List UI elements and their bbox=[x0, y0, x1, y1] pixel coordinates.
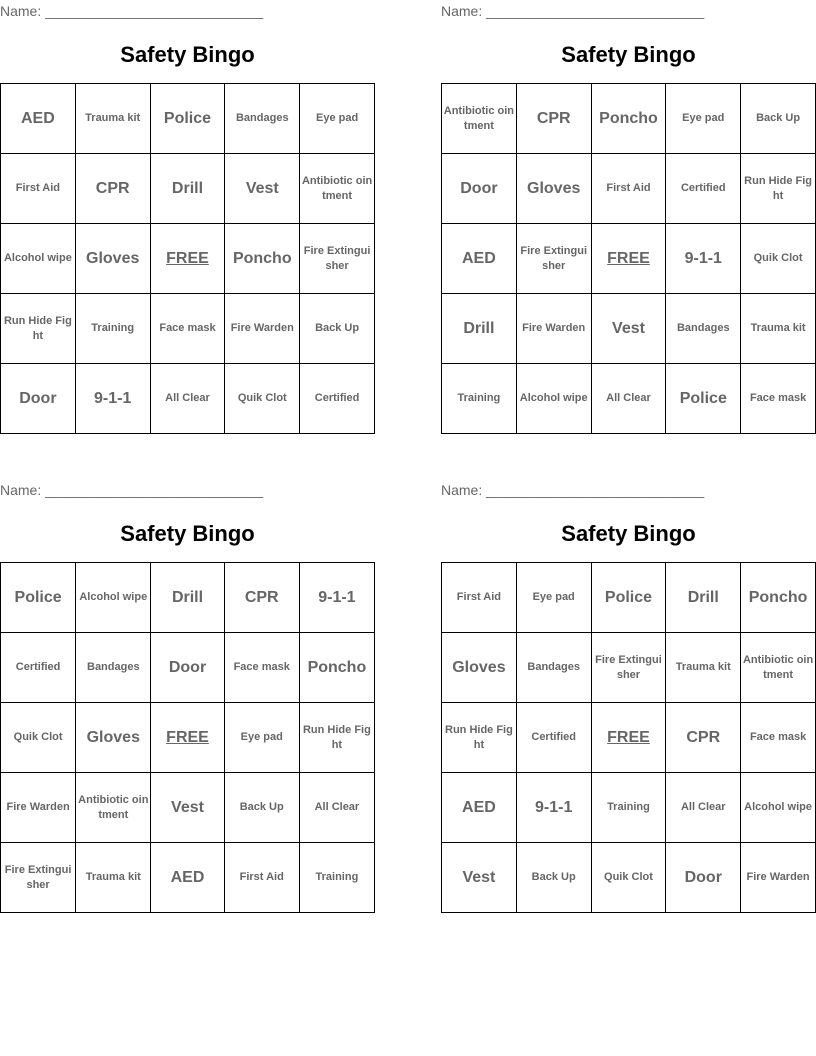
bingo-cell: CPR bbox=[224, 563, 299, 633]
bingo-cell: 9-1-1 bbox=[516, 773, 591, 843]
bingo-cell: All Clear bbox=[591, 364, 666, 434]
bingo-cell: Door bbox=[151, 633, 224, 703]
card-title: Safety Bingo bbox=[561, 42, 696, 67]
bingo-cell: Vest bbox=[151, 773, 224, 843]
bingo-cell: Alcohol wipe bbox=[516, 364, 591, 434]
bingo-cell: 9-1-1 bbox=[75, 364, 150, 434]
bingo-row bbox=[1, 294, 375, 364]
bingo-cell: Eye pad bbox=[224, 703, 299, 773]
bingo-cell: Alcohol wipe bbox=[1, 224, 76, 294]
bingo-cell: Training bbox=[75, 294, 150, 364]
card-title: Safety Bingo bbox=[120, 42, 255, 67]
bingo-cell: Door bbox=[666, 843, 741, 913]
bingo-cell: Training bbox=[299, 843, 374, 913]
bingo-cell: Run Hide Fight bbox=[1, 294, 76, 364]
bingo-cell: 9-1-1 bbox=[299, 563, 374, 633]
bingo-cell: Certified bbox=[1, 633, 76, 703]
bingo-row bbox=[1, 154, 375, 224]
bingo-row bbox=[442, 224, 816, 294]
bingo-cell-free: FREE bbox=[591, 224, 666, 294]
bingo-row bbox=[442, 563, 816, 633]
bingo-cell: Run Hide Fight bbox=[299, 703, 374, 773]
bingo-cell: Drill bbox=[151, 563, 224, 633]
bingo-cell: Fire Warden bbox=[225, 294, 300, 364]
bingo-row bbox=[442, 154, 816, 224]
bingo-cell: AED bbox=[442, 773, 517, 843]
bingo-row bbox=[442, 294, 816, 364]
bingo-cell: Certified bbox=[516, 703, 591, 773]
bingo-cell: AED bbox=[1, 84, 76, 154]
bingo-cell-free: FREE bbox=[591, 703, 666, 773]
bingo-cell: Police bbox=[1, 563, 76, 633]
bingo-cell: Fire Extinguisher bbox=[1, 843, 76, 913]
bingo-cell: Antibiotic ointment bbox=[442, 84, 517, 154]
bingo-cell: Training bbox=[442, 364, 517, 434]
bingo-row bbox=[442, 773, 816, 843]
bingo-cell: First Aid bbox=[591, 154, 666, 224]
card-title: Safety Bingo bbox=[120, 521, 255, 546]
bingo-cell: Face mask bbox=[150, 294, 225, 364]
bingo-cell: CPR bbox=[75, 154, 150, 224]
bingo-row bbox=[1, 563, 375, 633]
bingo-cell: AED bbox=[151, 843, 224, 913]
bingo-cell: Gloves bbox=[516, 154, 591, 224]
bingo-cell: Bandages bbox=[225, 84, 300, 154]
bingo-row bbox=[1, 364, 375, 434]
bingo-cell: Quik Clot bbox=[591, 843, 666, 913]
bingo-row bbox=[1, 703, 375, 773]
bingo-cell: Trauma kit bbox=[666, 633, 741, 703]
bingo-cell: Back Up bbox=[516, 843, 591, 913]
bingo-cell: Back Up bbox=[741, 84, 816, 154]
bingo-cell: All Clear bbox=[666, 773, 741, 843]
bingo-cell: AED bbox=[442, 224, 517, 294]
bingo-grid bbox=[441, 562, 816, 913]
bingo-cell: Antibiotic ointment bbox=[76, 773, 151, 843]
bingo-cell-free: FREE bbox=[151, 703, 224, 773]
name-field-label: Name: ____________________________ bbox=[441, 482, 705, 498]
bingo-cell: Fire Warden bbox=[1, 773, 76, 843]
bingo-cell: Quik Clot bbox=[741, 224, 816, 294]
bingo-row bbox=[1, 224, 375, 294]
name-field-label: Name: ____________________________ bbox=[0, 482, 264, 498]
bingo-cell: Police bbox=[591, 563, 666, 633]
bingo-row bbox=[442, 703, 816, 773]
bingo-cell: Drill bbox=[666, 563, 741, 633]
bingo-cell: Fire Extinguisher bbox=[300, 224, 375, 294]
bingo-row bbox=[442, 633, 816, 703]
bingo-cell: Door bbox=[1, 364, 76, 434]
bingo-cell: Door bbox=[442, 154, 517, 224]
bingo-cell: Fire Warden bbox=[741, 843, 816, 913]
bingo-row bbox=[1, 843, 375, 913]
bingo-cell: Gloves bbox=[75, 224, 150, 294]
bingo-cell: Certified bbox=[300, 364, 375, 434]
bingo-cell: Eye pad bbox=[666, 84, 741, 154]
bingo-cell: Face mask bbox=[224, 633, 299, 703]
bingo-cell: Vest bbox=[442, 843, 517, 913]
bingo-cell: Fire Warden bbox=[516, 294, 591, 364]
bingo-cell: Fire Extinguisher bbox=[591, 633, 666, 703]
bingo-cell: 9-1-1 bbox=[666, 224, 741, 294]
bingo-cell: Quik Clot bbox=[225, 364, 300, 434]
bingo-cell: Face mask bbox=[741, 703, 816, 773]
bingo-row bbox=[1, 633, 375, 703]
bingo-cell: All Clear bbox=[299, 773, 374, 843]
bingo-cell: Gloves bbox=[76, 703, 151, 773]
bingo-cell: Certified bbox=[666, 154, 741, 224]
bingo-cell: Antibiotic ointment bbox=[300, 154, 375, 224]
bingo-cell: Poncho bbox=[741, 563, 816, 633]
bingo-row bbox=[442, 84, 816, 154]
bingo-cell: Gloves bbox=[442, 633, 517, 703]
bingo-cell: Poncho bbox=[299, 633, 374, 703]
bingo-row bbox=[442, 364, 816, 434]
bingo-cell: Drill bbox=[442, 294, 517, 364]
bingo-cell: Antibiotic ointment bbox=[741, 633, 816, 703]
bingo-cell: First Aid bbox=[224, 843, 299, 913]
bingo-cell: CPR bbox=[516, 84, 591, 154]
bingo-cell: Bandages bbox=[516, 633, 591, 703]
bingo-cell: Eye pad bbox=[300, 84, 375, 154]
bingo-cell: CPR bbox=[666, 703, 741, 773]
name-field-label: Name: ____________________________ bbox=[0, 3, 264, 19]
bingo-cell: Trauma kit bbox=[76, 843, 151, 913]
bingo-cell: Run Hide Fight bbox=[442, 703, 517, 773]
bingo-cell: Back Up bbox=[300, 294, 375, 364]
bingo-cell: Trauma kit bbox=[75, 84, 150, 154]
bingo-cell: Police bbox=[150, 84, 225, 154]
bingo-cell-free: FREE bbox=[150, 224, 225, 294]
bingo-grid bbox=[0, 562, 375, 913]
name-field-label: Name: ____________________________ bbox=[441, 3, 705, 19]
bingo-cell: First Aid bbox=[442, 563, 517, 633]
bingo-row bbox=[1, 84, 375, 154]
bingo-cell: Poncho bbox=[591, 84, 666, 154]
bingo-cell: Training bbox=[591, 773, 666, 843]
bingo-cell: Eye pad bbox=[516, 563, 591, 633]
bingo-grid bbox=[441, 83, 816, 434]
bingo-grid bbox=[0, 83, 375, 434]
bingo-cell: Alcohol wipe bbox=[741, 773, 816, 843]
bingo-cell: Poncho bbox=[225, 224, 300, 294]
bingo-cell: Trauma kit bbox=[741, 294, 816, 364]
bingo-cell: All Clear bbox=[150, 364, 225, 434]
bingo-cell: Back Up bbox=[224, 773, 299, 843]
bingo-row bbox=[1, 773, 375, 843]
bingo-cell: Bandages bbox=[666, 294, 741, 364]
bingo-cell: Fire Extinguisher bbox=[516, 224, 591, 294]
bingo-cell: Alcohol wipe bbox=[76, 563, 151, 633]
bingo-cell: Run Hide Fight bbox=[741, 154, 816, 224]
bingo-cell: Vest bbox=[591, 294, 666, 364]
bingo-cell: Quik Clot bbox=[1, 703, 76, 773]
bingo-cell: First Aid bbox=[1, 154, 76, 224]
bingo-row bbox=[442, 843, 816, 913]
bingo-cell: Police bbox=[666, 364, 741, 434]
bingo-cell: Bandages bbox=[76, 633, 151, 703]
bingo-cell: Drill bbox=[150, 154, 225, 224]
bingo-cell: Face mask bbox=[741, 364, 816, 434]
card-title: Safety Bingo bbox=[561, 521, 696, 546]
bingo-cell: Vest bbox=[225, 154, 300, 224]
